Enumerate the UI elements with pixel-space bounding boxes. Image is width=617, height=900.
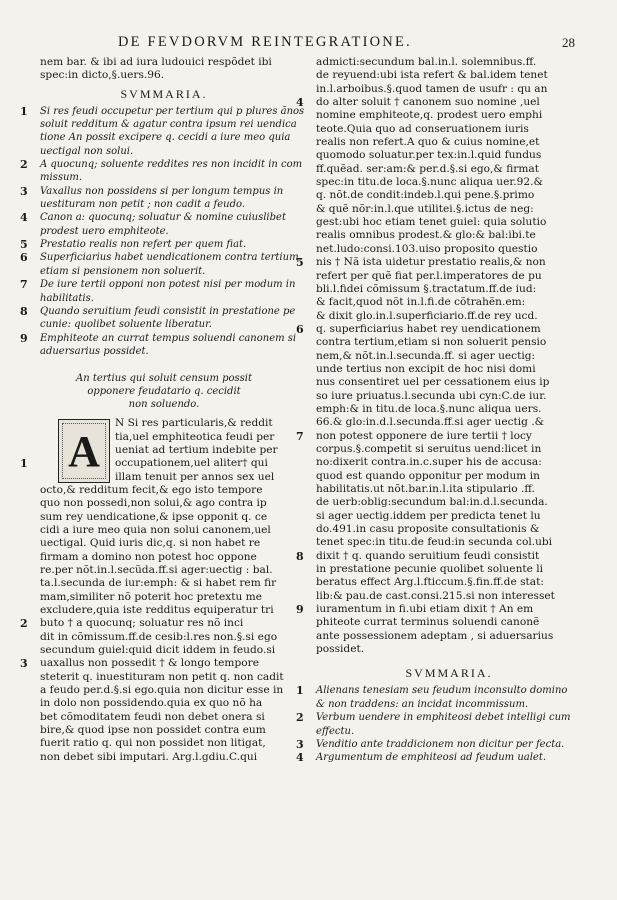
line-text: do alter soluit † canonem suo nomine ,uel (316, 96, 540, 109)
summaria-item (20, 225, 308, 238)
body-line (296, 229, 602, 242)
line-text: Emphiteote an currat tempus soluendi canonem si (40, 332, 297, 344)
body-line (20, 444, 308, 457)
line-text: re.per nõt.in.l.secũda.ff.si ager:uectig : bal. (40, 564, 273, 576)
line-text: A quocunq; soluente reddites res non incidit in com (40, 159, 303, 171)
body-line (296, 270, 602, 283)
line-text: etiam si pensionem non soluerit. (40, 265, 206, 277)
body-line (20, 577, 308, 590)
line-text: spec:in dicto,§.uers.96. (40, 69, 165, 82)
line-text: ueniat ad tertium indebite per (115, 443, 278, 456)
body-line (296, 603, 602, 616)
marginal-number: 3 (20, 657, 28, 671)
body-line (296, 590, 602, 603)
summaria-item (20, 185, 308, 198)
line-text: Prestatio realis non refert per quem fiat. (40, 239, 247, 251)
line-text: de uerb:oblig:secundum bal:in.d.l.secunda. (316, 496, 548, 509)
body-line (296, 296, 602, 309)
line-text: nem bar. & ibi ad iura ludouici respõdet ibi (40, 56, 272, 68)
marginal-number: 1 (20, 457, 28, 471)
summaria-item (20, 292, 308, 305)
summaria-item (296, 725, 602, 738)
marginal-number: 7 (296, 429, 304, 443)
body-line (296, 456, 602, 469)
running-title: DE FEVDORVM REINTEGRATIONE. (118, 34, 412, 50)
line-text: habilitatis.ut nõt.bar.in.l.ita stipulario .ff. (316, 483, 535, 495)
line-text: steterit q. inuestituram non petit q. non cadit (40, 670, 284, 683)
line-text: in.l.arboibus.§.quod tamen de usufr : qu an (316, 82, 548, 95)
line-text: buto † a quocunq; soluatur res nõ inci (40, 617, 244, 630)
body-line (20, 431, 308, 444)
line-text: N Si res particularis,& reddit (115, 417, 273, 430)
body-line (296, 136, 602, 149)
body-line (20, 697, 308, 710)
line-text: tenet spec:in titu.de feud:in secunda col.ubi (316, 536, 553, 549)
line-text: ta.l.secunda de iur:emph: & si habet rem fir (40, 577, 277, 590)
line-text: de reyuend:ubi ista refert & bal.idem tenet (316, 69, 548, 82)
line-text: lib:& pau.de cast.consi.215.si non interesset (316, 589, 555, 602)
line-text: nem,& nõt.in.l.secunda.ff. si ager uectig: (316, 349, 536, 362)
marginal-number: 4 (296, 751, 304, 765)
line-text: ante possessionem adeptam , si aduersarius (316, 629, 554, 642)
body-line (296, 536, 602, 549)
marginal-number: 4 (20, 211, 28, 225)
line-text: tia,uel emphiteotica feudi per (115, 430, 275, 443)
body-line (20, 711, 308, 724)
marginal-number: 9 (20, 331, 28, 345)
body-line (296, 123, 602, 136)
question-line: opponere feudatario q. cecidit (87, 386, 241, 398)
line-text: quod est quando opponitur per modum in (316, 469, 540, 482)
left-top-lines (20, 56, 308, 83)
continuation-line (20, 56, 308, 69)
body-line (296, 616, 602, 629)
marginal-number: 5 (296, 256, 304, 270)
summaria-list-right (296, 684, 602, 764)
line-text: prodest uero emphiteote. (40, 225, 169, 237)
line-text: admicti:secundum bal.in.l. solemnibus.ff. (316, 56, 537, 68)
question-heading (20, 372, 308, 411)
body-line (296, 576, 602, 589)
body-line (296, 496, 602, 509)
question-line: An tertius qui soluit censum possit (75, 373, 253, 385)
summaria-item (20, 265, 308, 278)
summaria-item (20, 158, 308, 171)
body-line (20, 751, 308, 764)
right-column (296, 56, 602, 765)
dropcap-paragraph (20, 417, 308, 484)
line-text: nis † Nã ista uidetur prestatio realis,& non (316, 256, 546, 269)
summaria-item (20, 131, 308, 144)
line-text: spec:in titu.de loca.§.nunc aliqua uer.92.& (316, 176, 543, 189)
line-text: quo non possedi,non solui,& ago contra ip (40, 497, 267, 510)
line-text: aduersarius possidet. (40, 345, 149, 357)
line-text: Si res feudi occupetur per tertium qui p plures ãnos (40, 105, 305, 117)
line-text: quomodo soluatur.per tex:in.l.quid fundus (316, 149, 542, 162)
line-text: non potest opponere de iure tertii † locy (316, 429, 532, 442)
summaria-item (20, 345, 308, 358)
marginal-number: 8 (296, 549, 304, 563)
line-text: nomine emphiteote,q. prodest uero emphi (316, 109, 543, 122)
question-line: non soluendo. (128, 399, 200, 411)
body-line (20, 684, 308, 697)
body-line (296, 350, 602, 363)
summaria-item (20, 278, 308, 291)
summaria-heading-right: SVMMARIA. (405, 666, 493, 681)
line-text: gest:ubi hoc etiam tenet guiel: quia solutio (316, 216, 547, 229)
body-line (20, 617, 308, 630)
body-line (296, 363, 602, 376)
line-text: uaxallus non possedit † & longo tempore (40, 657, 259, 670)
body-line (296, 109, 602, 122)
line-text: no:dixerit contra.in.c.super his de accusa: (316, 456, 542, 469)
line-text: cunie: quolibet soluente liberatur. (40, 319, 212, 331)
line-text: dit in cõmissum.ff.de cesib:l.res non.§.si ego (40, 630, 278, 643)
line-text: non debet sibi imputari. Arg.l.gdiu.C.qui (40, 750, 258, 763)
body-line (296, 149, 602, 162)
body-line (296, 256, 602, 269)
summaria-item (296, 684, 602, 697)
marginal-number: 6 (20, 251, 28, 265)
body-line (296, 550, 602, 563)
summaria-item (20, 171, 308, 184)
body-line (20, 604, 308, 617)
marginal-number: 8 (20, 304, 28, 318)
line-text: Argumentum de emphiteosi ad feudum ualet. (316, 752, 547, 764)
body-line (296, 416, 602, 429)
body-line (20, 484, 308, 497)
body-line (296, 216, 602, 229)
line-text: uectigal. Quid iuris dic,q. si non habet re (40, 537, 261, 550)
line-text: secundum guiel:quid dicit iddem in feudo.si (40, 644, 276, 657)
summaria-list-left (20, 105, 308, 359)
body-line (296, 523, 602, 536)
line-text: q. superficiarius habet rey uendicationem (316, 322, 541, 335)
body-line (296, 443, 602, 456)
body-line (296, 403, 602, 416)
marginal-number: 9 (296, 603, 304, 617)
line-text: fuerit ratio q. qui non possidet non litigat, (40, 737, 266, 750)
continuation-line (20, 69, 308, 82)
summaria-heading-left: SVMMARIA. (120, 86, 208, 101)
body-line (296, 163, 602, 176)
summaria-item (20, 251, 308, 264)
line-text: Canon a: quocunq; soluatur & nomine cuiuslibet (40, 212, 286, 224)
line-text: effectu. (316, 725, 355, 737)
body-line (296, 376, 602, 389)
running-header (0, 34, 617, 52)
body-line (20, 631, 308, 644)
body-line (20, 657, 308, 670)
body-line (20, 417, 308, 430)
line-text: si ager uectig.iddem per predicta tenet lu (316, 509, 541, 522)
body-line (296, 83, 602, 96)
line-text: 66.& glo:in.d.l.secunda.ff.si ager uectig .& (316, 416, 545, 429)
body-line (20, 551, 308, 564)
line-text: in prestatione pecunie quolibet soluente li (316, 563, 544, 576)
body-line (20, 671, 308, 684)
body-line (296, 96, 602, 109)
line-text: realis omnibus prodest.& glo:& bal:ibi.te (316, 229, 536, 242)
summaria-item (296, 751, 602, 764)
line-text: unde tertius non excipit de hoc nisi domi (316, 362, 536, 375)
left-column (20, 56, 308, 764)
line-text: Alienans tenesiam seu feudum inconsulto domino (316, 685, 568, 697)
line-text: & dixit glo.in.l.superficiario.ff.de rey ucd. (316, 309, 538, 322)
line-text: possidet. (316, 643, 365, 656)
line-text: nus consentiret uel per cessationem eius ip (316, 376, 550, 389)
line-text: uestituram non petit ; non cadit a feudo. (40, 199, 245, 211)
body-line (296, 203, 602, 216)
body-line (296, 283, 602, 296)
summaria-item (20, 105, 308, 118)
body-line (296, 643, 602, 656)
line-text: net.ludo:consi.103.uiso proposito questio (316, 242, 538, 255)
marginal-number: 5 (20, 238, 28, 252)
line-text: a feudo per.d.§.si ego.quia non dicitur esse in (40, 684, 284, 697)
body-line (20, 724, 308, 737)
body-line (20, 644, 308, 657)
summaria-item (296, 738, 602, 751)
body-line (296, 243, 602, 256)
marginal-number: 2 (20, 617, 28, 631)
line-text: mam,similiter nõ poterit hoc pretextu me (40, 590, 262, 603)
left-body-text (20, 484, 308, 764)
summaria-item (20, 118, 308, 131)
body-line (296, 510, 602, 523)
line-text: & facit,quod nõt in.l.fi.de cõtrahẽn.em: (316, 296, 526, 309)
summaria-item (296, 698, 602, 711)
body-line (296, 310, 602, 323)
line-text: & non traddens: an incidat incommissum. (316, 698, 529, 710)
marginal-number: 2 (20, 158, 28, 172)
summaria-item (296, 711, 602, 724)
line-text: q. nõt.de condit:indeb.l.qui pene.§.primo (316, 189, 535, 202)
body-line (20, 591, 308, 604)
line-text: illam tenuit per annos sex uel (115, 470, 275, 483)
line-text: in dolo non possidendo.quia ex quo nõ ha (40, 697, 263, 710)
summaria-item (20, 305, 308, 318)
line-text: so iure priuatus.l.secunda ubi cyn:C.de iur. (316, 389, 547, 402)
body-line (296, 56, 602, 69)
line-text: octo,& redditum fecit,& ego isto tempore (40, 483, 263, 496)
line-text: sum rey uendicatione,& ipse opponit q. ce (40, 510, 268, 523)
line-text: habilitatis. (40, 292, 94, 304)
line-text: & quẽ nõr:in.l.que utilitei.§.ictus de neg: (316, 202, 534, 215)
summaria-item (20, 318, 308, 331)
line-text: Venditio ante traddicionem non dicitur per fecta. (316, 738, 565, 750)
marginal-number: 4 (296, 96, 304, 110)
body-line (296, 563, 602, 576)
summaria-item (20, 211, 308, 224)
line-text: dixit † q. quando seruitium feudi consistit (316, 549, 540, 562)
body-line (20, 537, 308, 550)
body-line (296, 323, 602, 336)
line-text: teote.Quia quo ad conseruationem iuris (316, 122, 529, 135)
line-text: bli.l.fidei cõmissum §.tractatum.ff.de iud: (316, 282, 537, 295)
page-number: 28 (562, 35, 575, 50)
line-text: Quando seruitium feudi consistit in prestatione pe (40, 305, 296, 317)
body-line (20, 511, 308, 524)
line-text: missum. (40, 172, 83, 184)
line-text: bet cõmoditatem feudi non debet onera si (40, 710, 265, 723)
line-text: contra tertium,etiam si non soluerit pensio (316, 336, 547, 349)
body-line (296, 69, 602, 82)
marginal-number: 2 (296, 711, 304, 725)
line-text: phiteote currat terminus soluendi canonẽ (316, 616, 540, 629)
body-line (20, 497, 308, 510)
body-line (20, 564, 308, 577)
body-line (20, 471, 308, 484)
line-text: tione An possit excipere q. cecidi a iure meo quia (40, 132, 291, 144)
right-body-text (296, 56, 602, 656)
body-line (20, 737, 308, 750)
line-text: Vaxallus non possidens si per longum tempus in (40, 185, 284, 197)
body-line (296, 630, 602, 643)
line-text: cidi a iure meo quia non solui canonem,uel (40, 523, 271, 536)
line-text: firmam a domino non potest hoc oppone (40, 550, 257, 563)
dropcap-initial: A (58, 419, 110, 483)
body-line (296, 176, 602, 189)
marginal-number: 3 (20, 184, 28, 198)
line-text: bire,& quod ipse non possidet contra eum (40, 724, 266, 737)
body-line (296, 336, 602, 349)
line-text: beratus effect Arg.l.fticcum.§.fin.ff.de stat: (316, 576, 544, 589)
line-text: emph:& in titu.de loca.§.nunc aliqua uers. (316, 402, 542, 415)
line-text: Verbum uendere in emphiteosi debet intelligi cum (316, 712, 571, 724)
line-text: iuramentum in fi.ubi etiam dixit † An em (316, 603, 534, 616)
body-line (296, 483, 602, 496)
line-text: corpus.§.competit si seruitus uend:licet in (316, 442, 542, 455)
body-line (296, 390, 602, 403)
summaria-item (20, 198, 308, 211)
marginal-number: 3 (296, 737, 304, 751)
line-text: soluit redditum & agatur contra ipsum rei uendica (40, 119, 297, 131)
line-text: De iure tertii opponi non potest nisi per modum in (40, 279, 296, 291)
summaria-item (20, 238, 308, 251)
summaria-item (20, 145, 308, 158)
line-text: realis non refert.A quo & cuius nomine,et (316, 136, 540, 149)
marginal-number: 1 (20, 104, 28, 118)
line-text: Superficiarius habet uendicationem contra tertium (40, 252, 299, 264)
line-text: occupationem,uel aliter† qui (115, 457, 268, 470)
line-text: uectigal non solui. (40, 145, 134, 157)
body-line (296, 430, 602, 443)
line-text: refert per quẽ fiat per.l.imperatores de pu (316, 269, 542, 282)
body-line (296, 189, 602, 202)
body-line (296, 470, 602, 483)
marginal-number: 7 (20, 278, 28, 292)
line-text: excludere,quia iste redditus equiperatur tri (40, 604, 274, 617)
body-line (20, 524, 308, 537)
summaria-item (20, 332, 308, 345)
line-text: ff.quẽad. ser:am:& per.d.§.si ego,& firmat (316, 162, 539, 175)
marginal-number: 1 (296, 684, 304, 698)
marginal-number: 6 (296, 322, 304, 336)
line-text: do.491.in casu proposite consultationis & (316, 523, 540, 536)
body-line (20, 457, 308, 470)
